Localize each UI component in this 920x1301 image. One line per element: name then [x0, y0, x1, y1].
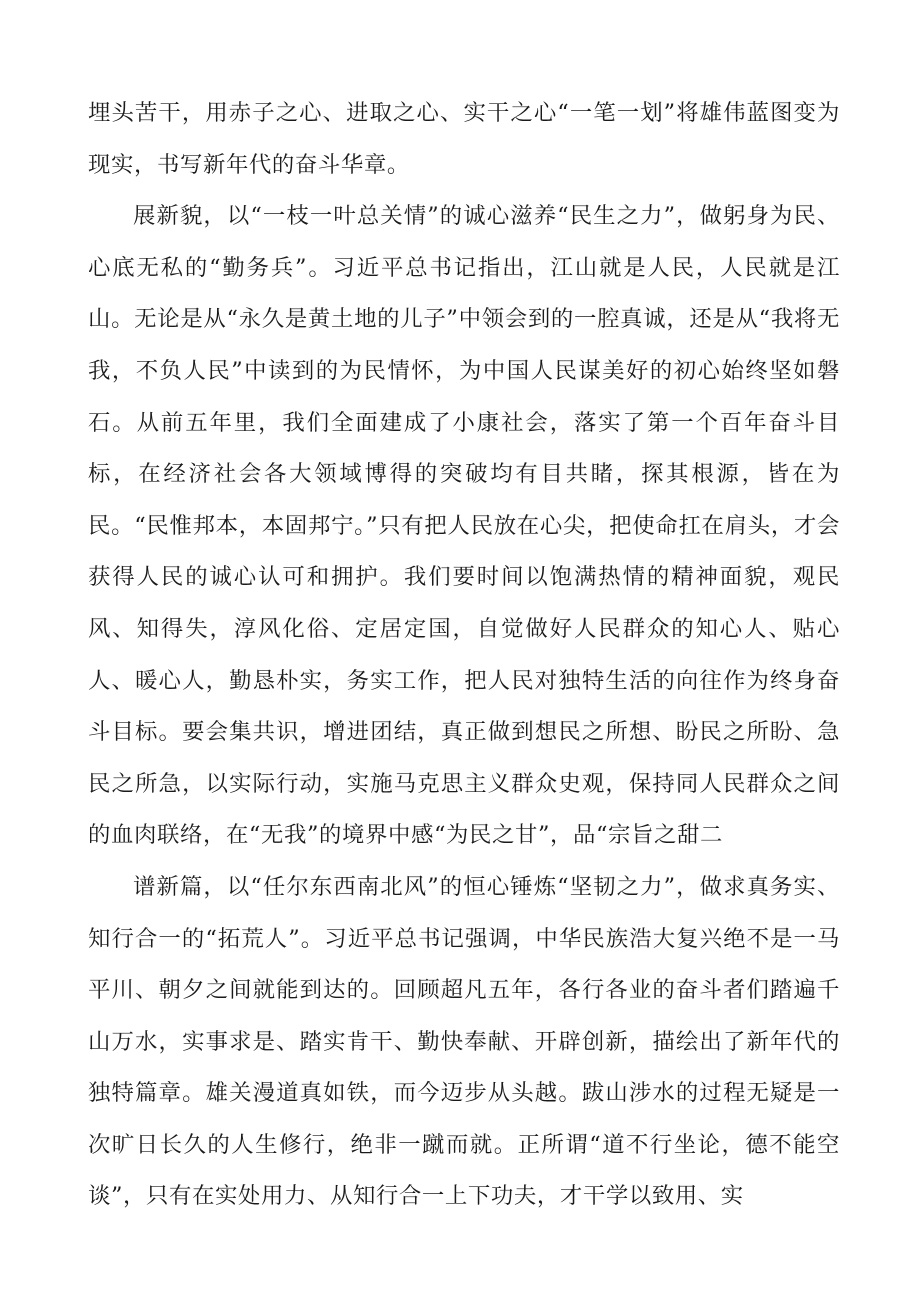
paragraph-new-chapter: 谱新篇，以“任尔东西南北风”的恒心锤炼“坚韧之力”，做求真务实、知行合一的“拓荒人”。习近平总书记强调，中华民族浩大复兴绝不是一马平川、朝夕之间就能到达的。回顾超凡五年，各行各业的奋斗者们踏遍千山万水，实事求是、踏实肯干、勤快奉献、开辟创新，描绘出了新年代的独特篇章。雄关漫道真如铁，而今迈步从头越。跋山涉水的过程无疑是一次旷日长久的人生修行，绝非一蹴而就。正所谓“道不行坐论，德不能空谈”，只有在实处用力、从知行合一上下功夫，才干学以致用、实	[88, 873, 840, 1210]
paragraph-new-look: 展新貌，以“一枝一叶总关情”的诚心滋养“民生之力”，做躬身为民、心底无私的“勤务兵”。习近平总书记指出，江山就是人民，人民就是江山。无论是从“永久是黄土地的儿子”中领会到的一腔真诚，还是从“我将无我，不负人民”中读到的为民情怀，为中国人民谋美好的初心始终坚如磐石。从前五年里，我们全面建成了小康社会，落实了第一个百年奋斗目标，在经济社会各大领域博得的突破均有目共睹，探其根源，皆在为民。“民惟邦本，本固邦宁。”只有把人民放在心尖，把使命扛在肩头，才会获得人民的诚心认可和拥护。我们要时间以饱满热情的精神面貌，观民风、知得失，淳风化俗、定居定国，自觉做好人民群众的知心人、贴心人、暖心人，勤恳朴实，务实工作，把人民对独特生活的向往作为终身奋斗目标。要会集共识，增进团结，真正做到想民之所想、盼民之所盼、急民之所急，以实际行动，实施马克思主义群众史观，保持同人民群众之间的血肉联络，在“无我”的境界中感“为民之甘”，品“宗旨之甜二	[88, 203, 840, 849]
paragraph-continuation: 埋头苦干，用赤子之心、进取之心、实干之心“一笔一划”将雄伟蓝图变为现实，书写新年代的奋斗华章。	[88, 100, 840, 178]
body-text	[88, 88, 840, 1223]
